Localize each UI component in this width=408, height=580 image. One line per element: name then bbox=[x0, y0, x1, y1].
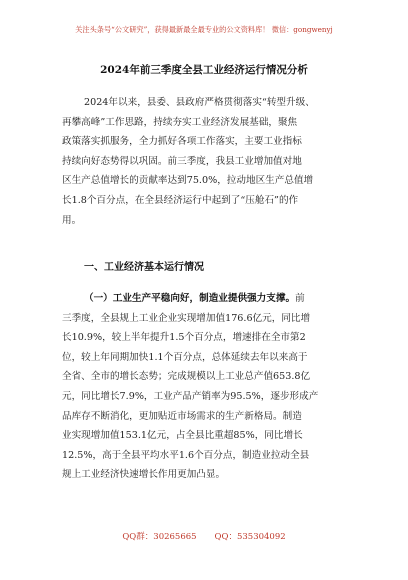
paragraph-line: 规上工业经济快速增长作用更加凸显。 bbox=[62, 469, 226, 481]
section-heading: 一、工业经济基本运行情况 bbox=[84, 262, 204, 273]
paragraph-line: 区生产总值增长的贡献率达到75.0%，拉动地区生产总值增 bbox=[62, 175, 314, 187]
paragraph-line: 2024年以来，县委、县政府严格贯彻落实“转型升级、 bbox=[84, 97, 315, 108]
paragraph-line: 用。 bbox=[62, 214, 82, 226]
qq-group-text: QQ群：30265665 bbox=[122, 532, 197, 542]
paragraph-line: 三季度，全县规上工业企业实现增加值176.6亿元，同比增 bbox=[62, 312, 311, 324]
paragraph-line: 12.5%，高于全县平均水平1.6个百分点，制造业拉动全县 bbox=[62, 449, 310, 461]
sub-heading-tail: 前 bbox=[295, 293, 305, 304]
paragraph-first-line bbox=[62, 289, 358, 309]
document-title: 2024年前三季度全县工业经济运行情况分析 bbox=[100, 64, 308, 76]
paragraph-line: 元，同比增长7.9%，工业产品产销率为95.5%，逐步形成产 bbox=[62, 390, 319, 402]
promo-banner: 关注头条号“公文研究”，获得最新最全最专业的公文资料库！ 微信：gongwenyj bbox=[75, 25, 333, 34]
paragraph-line: 品库存不断消化，更加贴近市场需求的生产新格局。制造 bbox=[62, 410, 302, 422]
sub-heading: （一）工业生产平稳向好，制造业提供强力支撑。 bbox=[84, 293, 296, 304]
paragraph-line: 长1.8个百分点，在全县经济运行中起到了“压舱石”的作 bbox=[62, 194, 299, 206]
paragraph-line: 再攀高峰”工作思路，持续夯实工业经济发展基础，聚焦 bbox=[62, 116, 298, 128]
paragraph-line: 业实现增加值153.1亿元，占全县比重超85%，同比增长 bbox=[62, 430, 303, 442]
section-paragraph bbox=[62, 289, 358, 485]
paragraph-line: 长10.9%，较上半年提升1.5个百分点，增速排在全市第2 bbox=[62, 332, 306, 344]
paragraph-line: 政策落实抓服务，全力抓好各项工作落实，主要工业指标 bbox=[62, 136, 302, 148]
qq-contact-text: QQ：535304092 bbox=[214, 532, 286, 542]
intro-paragraph bbox=[62, 93, 358, 230]
contact-footer bbox=[0, 530, 408, 542]
paragraph-line: 持续向好态势得以巩固。前三季度，我县工业增加值对地 bbox=[62, 155, 302, 167]
paragraph-line: 位，较上年同期加快1.1个百分点，总体延续去年以来高于 bbox=[62, 351, 308, 363]
paragraph-line: 全省、全市的增长态势；完成规模以上工业总产值653.8亿 bbox=[62, 371, 311, 383]
